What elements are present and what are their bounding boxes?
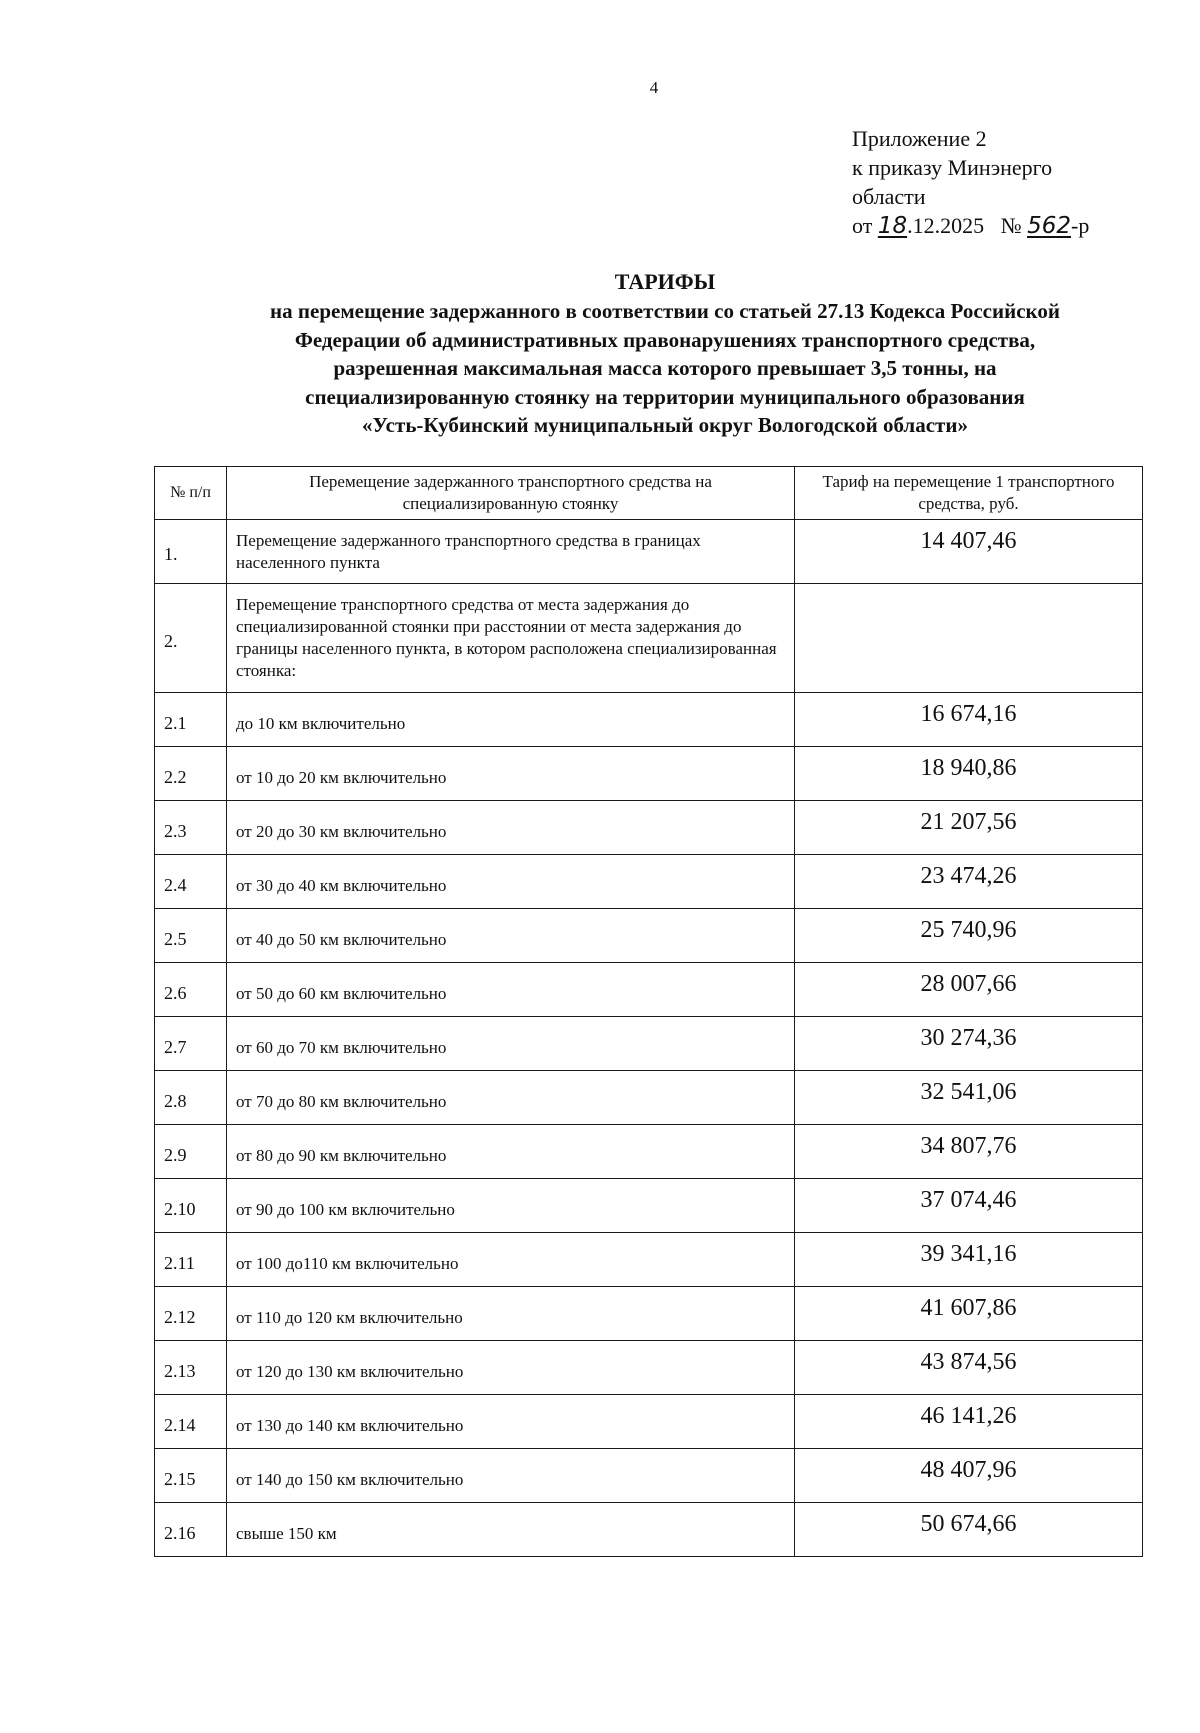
row-tariff-value: 48 407,96 [795, 1449, 1143, 1503]
header-tariff: Тариф на перемещение 1 транспортного средства, руб. [795, 467, 1143, 520]
subtitle-line: на перемещение задержанного в соответствии со статьей 27.13 Кодекса Российской [270, 299, 1060, 323]
page-number: 4 [649, 78, 659, 97]
row-tariff-value: 23 474,26 [795, 855, 1143, 909]
header-number: № п/п [155, 467, 227, 520]
row-tariff-value: 30 274,36 [795, 1017, 1143, 1071]
row-description: Перемещение транспортного средства от места задержания до специализированной стоянки при расстоянии от места задержания до границы населенного пункта, в котором расположена специализированная стоянка: [227, 584, 795, 693]
subtitle-line: специализированную стоянку на территории муниципального образования [305, 384, 1025, 409]
document-subtitle [120, 297, 1200, 440]
row-description: Перемещение задержанного транспортного средства в границах населенного пункта [227, 520, 795, 584]
appendix-line-3: области [852, 184, 926, 209]
row-tariff-value: 32 541,06 [795, 1071, 1143, 1125]
row-tariff-value: 25 740,96 [795, 909, 1143, 963]
row-number: 2.8 [155, 1071, 227, 1125]
row-number: 2.11 [155, 1233, 227, 1287]
row-description: до 10 км включительно [227, 693, 795, 747]
table-row [155, 1017, 1143, 1071]
row-tariff-value: 28 007,66 [795, 963, 1143, 1017]
row-number: 2.6 [155, 963, 227, 1017]
number-prefix: № [1000, 213, 1028, 238]
row-number: 2.10 [155, 1179, 227, 1233]
table-row [155, 909, 1143, 963]
row-number: 2.12 [155, 1287, 227, 1341]
row-number: 2.15 [155, 1449, 227, 1503]
row-number: 2.5 [155, 909, 227, 963]
document-title: ТАРИФЫ [614, 269, 716, 294]
table-row [155, 1233, 1143, 1287]
subtitle-line: «Усть-Кубинский муниципальный округ Вологодской области» [362, 413, 968, 437]
table-row [155, 584, 1143, 693]
row-tariff-value: 43 874,56 [795, 1341, 1143, 1395]
appendix-line-1: Приложение 2 [852, 126, 987, 151]
row-description: от 40 до 50 км включительно [227, 909, 795, 963]
order-number-handwritten: 562 [1027, 213, 1072, 239]
subtitle-line: Федерации об административных правонарушениях транспортного средства, [294, 327, 1036, 352]
row-description: свыше 150 км [227, 1503, 795, 1557]
row-tariff-value: 50 674,66 [795, 1503, 1143, 1557]
row-description: от 60 до 70 км включительно [227, 1017, 795, 1071]
row-description: от 120 до 130 км включительно [227, 1341, 795, 1395]
row-number: 2.13 [155, 1341, 227, 1395]
row-number: 2.1 [155, 693, 227, 747]
row-description: от 10 до 20 км включительно [227, 747, 795, 801]
appendix-block [852, 124, 1089, 241]
table-row [155, 1287, 1143, 1341]
tariff-table [154, 466, 1143, 1557]
appendix-date-line [852, 211, 1089, 241]
row-number: 2. [155, 584, 227, 693]
table-row [155, 1503, 1143, 1557]
row-number: 2.2 [155, 747, 227, 801]
row-tariff-value: 21 207,56 [795, 801, 1143, 855]
row-number: 2.9 [155, 1125, 227, 1179]
row-number: 1. [155, 520, 227, 584]
row-tariff-value: 37 074,46 [795, 1179, 1143, 1233]
date-prefix: от [852, 213, 878, 238]
row-tariff-value: 46 141,26 [795, 1395, 1143, 1449]
row-description: от 140 до 150 км включительно [227, 1449, 795, 1503]
row-description: от 130 до 140 км включительно [227, 1395, 795, 1449]
row-number: 2.16 [155, 1503, 227, 1557]
table-row [155, 1179, 1143, 1233]
appendix-line-2: к приказу Минэнерго [852, 155, 1053, 180]
table-row [155, 747, 1143, 801]
row-tariff-value [795, 584, 1143, 693]
date-day-handwritten: 18 [877, 213, 908, 239]
row-tariff-value: 41 607,86 [795, 1287, 1143, 1341]
row-description: от 70 до 80 км включительно [227, 1071, 795, 1125]
table-row [155, 693, 1143, 747]
row-tariff-value: 16 674,16 [795, 693, 1143, 747]
table-row [155, 801, 1143, 855]
table-row [155, 855, 1143, 909]
row-number: 2.4 [155, 855, 227, 909]
table-row [155, 1449, 1143, 1503]
row-description: от 110 до 120 км включительно [227, 1287, 795, 1341]
row-tariff-value: 18 940,86 [795, 747, 1143, 801]
row-tariff-value: 39 341,16 [795, 1233, 1143, 1287]
row-tariff-value: 14 407,46 [795, 520, 1143, 584]
table-row [155, 1341, 1143, 1395]
table-row [155, 1395, 1143, 1449]
row-number: 2.3 [155, 801, 227, 855]
table-row [155, 1125, 1143, 1179]
number-suffix: -р [1071, 213, 1090, 238]
row-description: от 30 до 40 км включительно [227, 855, 795, 909]
row-number: 2.7 [155, 1017, 227, 1071]
row-description: от 50 до 60 км включительно [227, 963, 795, 1017]
table-header-row [155, 467, 1143, 520]
subtitle-line: разрешенная максимальная масса которого превышает 3,5 тонны, на [333, 356, 997, 380]
row-description: от 90 до 100 км включительно [227, 1179, 795, 1233]
row-number: 2.14 [155, 1395, 227, 1449]
date-rest: .12.2025 [907, 213, 985, 238]
row-description: от 20 до 30 км включительно [227, 801, 795, 855]
table-row [155, 520, 1143, 584]
row-description: от 100 до110 км включительно [227, 1233, 795, 1287]
table-row [155, 963, 1143, 1017]
header-description: Перемещение задержанного транспортного средства на специализированную стоянку [227, 467, 795, 520]
row-description: от 80 до 90 км включительно [227, 1125, 795, 1179]
row-tariff-value: 34 807,76 [795, 1125, 1143, 1179]
table-row [155, 1071, 1143, 1125]
